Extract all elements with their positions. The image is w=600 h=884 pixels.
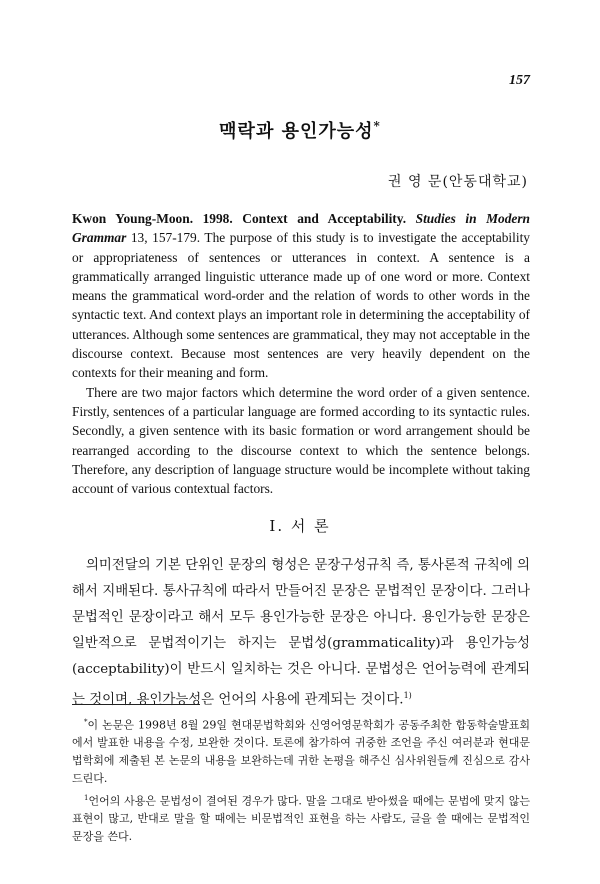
author-affiliation: 권 영 문(안동대학교)	[387, 174, 528, 190]
body-paragraph	[72, 553, 530, 713]
abstract	[72, 209, 530, 498]
abstract-paragraph-1	[72, 209, 530, 383]
abstract-paragraph-2: There are two major factors which determine the word order of a given sentence. Firstly, sentences of a particular language are formed according to its syntactic rules. Secondly, a given sentence with its basic formation or word arrangement should be rearranged according to the discourse context to which the sentence belongs. Therefore, any description of language structure would be incomplete without taking account of various contextual factors.	[72, 384, 530, 497]
footnotes	[72, 714, 530, 848]
citation: Kwon Young-Moon. 1998. Context and Acceptability.	[72, 211, 407, 226]
title-footnote-marker: *	[373, 119, 381, 133]
section-heading: I. 서 론	[269, 517, 331, 535]
footnote-marker: 1	[84, 793, 89, 802]
footnote-item	[72, 714, 530, 788]
footnote-divider	[72, 704, 200, 705]
footnote-text: 이 논문은 1998년 8월 29일 현대문법학회와 신영어영문학회가 공동주최한 합동학술발표회에서 발표한 내용을 수정, 보완한 것이다. 토론에 참가하여 귀중한 조언을 주신 여러분과 현대문법학회에 제출된 본 논문의 내용을 보완하는데 귀한 논평을 해주신 심사위원들께 진심으로 감사드린다.	[72, 718, 530, 786]
paper-title	[0, 117, 600, 143]
footnote-text: 언어의 사용은 문법성이 결여된 경우가 많다. 말을 그대로 받아썼을 때에는 문법에 맞지 않는 표현이 많고, 반대로 말을 할 때에는 비문법적인 표현을 하는 사람도, 글을 쓸 때에는 문법적인 문장을 쓴다.	[72, 794, 530, 844]
abstract-text-1: 13, 157-179. The purpose of this study is to investigate the acceptability or appropriateness of sentences or utterances in context. A sentence is a grammatically arranged linguistic utterance made up of one word or more. Context means the grammatical word-order and the relation of words to other words in the syntactic text. And context plays an important role in determining the acceptability of utterances. Although some sentences are grammatical, they may not acceptable in the discourse context. Because most sentences are very heavily dependent on the contexts for their meaning and form.	[72, 230, 530, 381]
journal-name: Studies in Modern Grammar	[72, 211, 530, 246]
footnote-item	[72, 790, 530, 846]
footnote-marker: *	[84, 718, 88, 726]
body-text: 의미전달의 기본 단위인 문장의 형성은 문장구성규칙 즉, 통사론적 규칙에 의해서 지배된다. 통사규칙에 따라서 만들어진 문장은 문법적인 문장이다. 그러나 문법적인 문장이라고 해서 모두 용인가능한 문장은 아니다. 용인가능한 문장은 일반적으로 문법적이기는 하지는 문법성(grammaticality)과 용인가능성(acceptability)이 반드시 일치하는 것은 아니다. 문법성은 언어능력에 관계되는 것이며, 용인가능성은 언어의 사용에 관계되는 것이다.	[72, 558, 530, 708]
paper-title-text: 맥락과 용인가능성	[219, 121, 374, 142]
footnote-reference: 1)	[403, 691, 412, 700]
page-number: 157	[509, 73, 530, 88]
